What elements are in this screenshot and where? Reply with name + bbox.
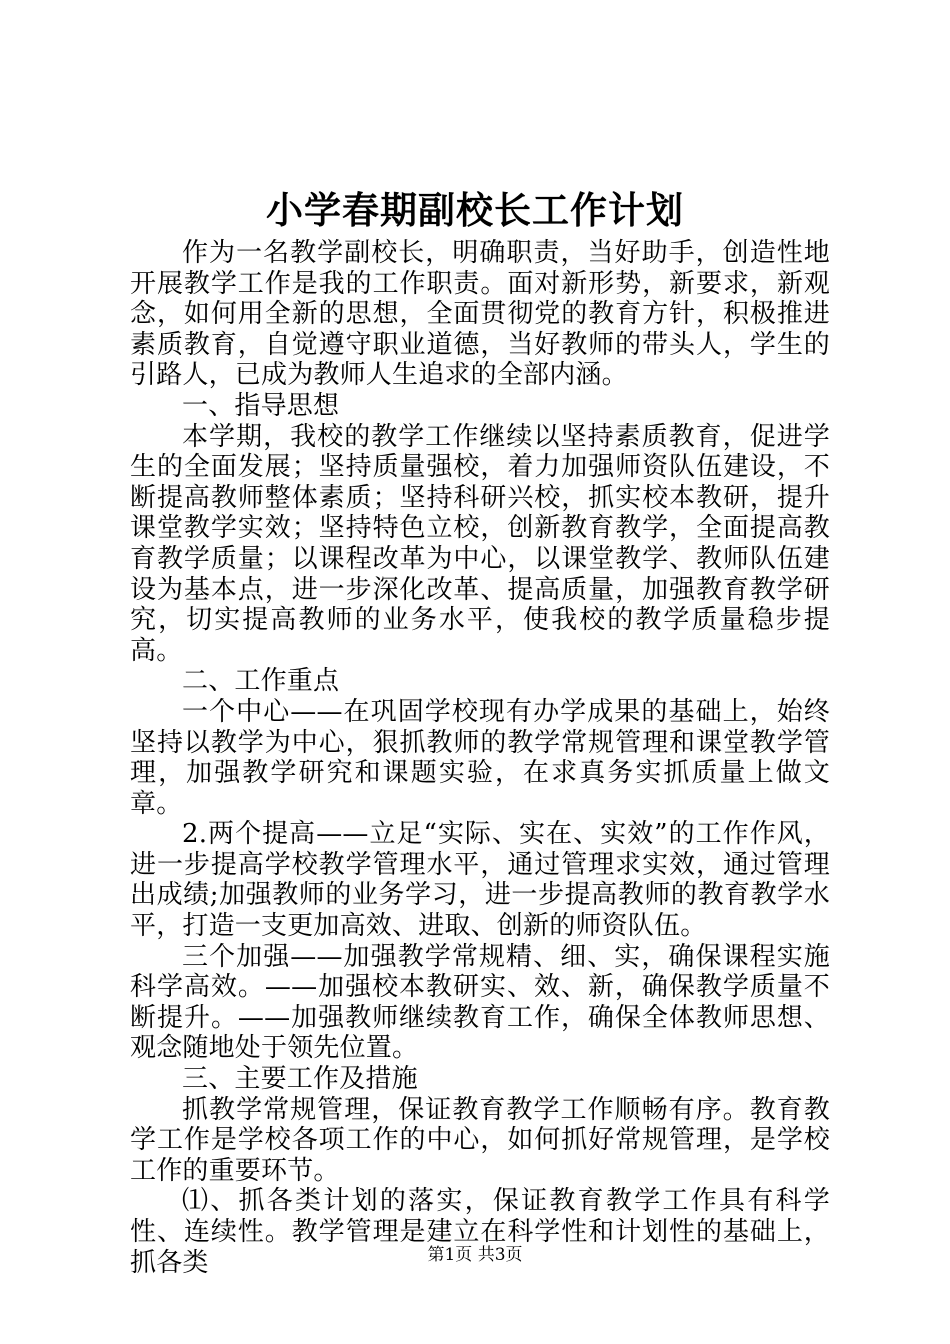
heading-work-focus: 二、工作重点 xyxy=(182,666,340,697)
document-body xyxy=(130,238,830,1278)
paragraph-plan-implementation: ⑴、抓各类计划的落实，保证教育教学工作具有科学性、连续性。教学管理是建立在科学性和计划性的基础上，抓各类 xyxy=(130,1186,830,1278)
paragraph-one-center: 一个中心——在巩固学校现有办学成果的基础上，始终坚持以教学为中心，狠抓教师的教学常规管理和课堂教学管理，加强教学研究和课题实验，在求真务实抓质量上做文章。 xyxy=(130,696,830,819)
paragraph-two-improvements: 2.两个提高——立足“实际、实在、实效”的工作作风，进一步提高学校教学管理水平，通过管理求实效，通过管理出成绩;加强教师的业务学习，进一步提高教师的教育教学水平，打造一支更加高效、进取、创新的师资队伍。 xyxy=(130,819,830,942)
heading-guiding-thought: 一、指导思想 xyxy=(182,390,340,421)
paragraph-intro: 作为一名教学副校长，明确职责，当好助手，创造性地开展教学工作是我的工作职责。面对新形势，新要求，新观念，如何用全新的思想，全面贯彻党的教育方针，积极推进素质教育，自觉遵守职业道德，当好教师的带头人，学生的引路人，已成为教师人生追求的全部内涵。 xyxy=(130,238,830,391)
document-title: 小学春期副校长工作计划 xyxy=(266,188,684,232)
page-number-footer: 第1页 共3页 xyxy=(427,1245,523,1265)
paragraph-routine-management: 抓教学常规管理，保证教育教学工作顺畅有序。教育教学工作是学校各项工作的中心，如何抓好常规管理，是学校工作的重要环节。 xyxy=(130,1094,830,1186)
heading-main-work: 三、主要工作及措施 xyxy=(182,1064,418,1095)
paragraph-three-strengthenings: 三个加强——加强教学常规精、细、实，确保课程实施科学高效。——加强校本教研实、效、新，确保教学质量不断提升。——加强教师继续教育工作，确保全体教师思想、观念随地处于领先位置。 xyxy=(130,941,830,1064)
paragraph-guiding-thought: 本学期，我校的教学工作继续以坚持素质教育，促进学生的全面发展；坚持质量强校，着力加强师资队伍建设，不断提高教师整体素质；坚持科研兴校，抓实校本教研，提升课堂教学实效；坚持特色立校，创新教育教学，全面提高教育教学质量；以课程改革为中心，以课堂教学、教师队伍建设为基本点，进一步深化改革、提高质量，加强教育教学研究，切实提高教师的业务水平，使我校的教学质量稳步提高。 xyxy=(130,421,830,666)
